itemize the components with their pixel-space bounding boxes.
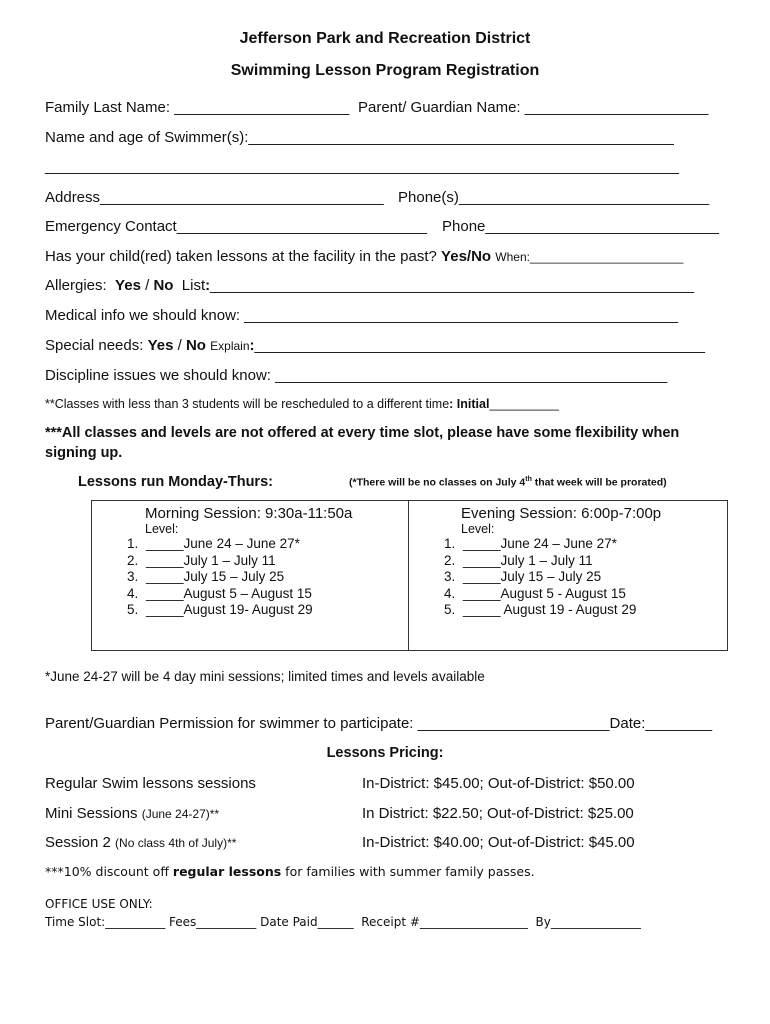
- evening-level-label: Level:: [461, 522, 495, 536]
- reschedule-initial-label: : Initial: [449, 397, 490, 411]
- morning-session-title: Morning Session: 9:30a-11:50a: [145, 505, 353, 522]
- form-title: Swimming Lesson Program Registration: [230, 62, 540, 79]
- discount-text-end: for families with summer family passes.: [281, 864, 535, 879]
- swimmers-field-continued[interactable]: ____________________________________________________________________________: [45, 158, 680, 175]
- pricing-session2-text: Session 2: [45, 834, 116, 851]
- special-needs-row: Special needs: Yes / No Explain:______________________________________________________: [45, 337, 705, 354]
- special-needs-label: Special needs:: [45, 337, 144, 354]
- prior-when-field[interactable]: When:_______________________: [495, 250, 684, 264]
- mini-session-note: *June 24-27 will be 4 day mini sessions; limited times and levels available: [45, 669, 485, 684]
- allergies-no-option[interactable]: No: [153, 277, 174, 294]
- reschedule-initial-field[interactable]: __________: [489, 397, 559, 411]
- emergency-contact-field[interactable]: Emergency Contact______________________________: [45, 218, 427, 235]
- organization-title: Jefferson Park and Recreation District: [239, 30, 531, 47]
- discipline-field[interactable]: Discipline issues we should know: _______________________________________________: [45, 367, 668, 384]
- discount-note: [45, 864, 535, 879]
- morning-option-1[interactable]: 1. _____June 24 – June 27*: [142, 536, 442, 553]
- allergies-list-field[interactable]: __________________________________________________________: [210, 277, 694, 294]
- reschedule-text: **Classes with less than 3 students will be rescheduled to a different time: [45, 397, 450, 411]
- evening-option-3[interactable]: 3. _____July 15 – July 25: [459, 569, 759, 586]
- pricing-label-regular: [45, 775, 256, 792]
- morning-option-2[interactable]: 2. _____July 1 – July 11: [142, 553, 442, 570]
- swimmers-field[interactable]: Name and age of Swimmer(s):___________________________________________________: [45, 129, 674, 146]
- evening-option-2[interactable]: 2. _____July 1 – July 11: [459, 553, 759, 570]
- pricing-value-session2: In-District: $40.00; Out-of-District: $45.00: [362, 834, 635, 851]
- morning-level-label: Level:: [145, 522, 179, 536]
- lessons-run-label: Lessons run Monday-Thurs:: [78, 474, 273, 490]
- permission-signature-field[interactable]: Parent/Guardian Permission for swimmer to participate: _______________________Date:________: [45, 715, 713, 732]
- address-field[interactable]: Address__________________________________: [45, 189, 384, 206]
- pricing-session2-note: (No class 4th of July)**: [115, 836, 237, 850]
- prior-no-option[interactable]: No: [471, 248, 492, 265]
- allergies-row: Allergies: Yes / No List:__________________________________________________________: [45, 277, 694, 294]
- special-colon: :: [249, 337, 255, 354]
- allergies-colon: :: [205, 277, 211, 294]
- prior-yes-option[interactable]: Yes: [441, 248, 467, 265]
- july4-text: (*There will be no classes on July 4: [349, 476, 526, 489]
- evening-option-4[interactable]: 4. _____August 5 - August 15: [459, 586, 759, 603]
- pricing-value-mini: In District: $22.50; Out-of-District: $25.00: [362, 805, 634, 822]
- special-explain-field[interactable]: ______________________________________________________: [254, 337, 705, 354]
- prior-lessons-question: [45, 248, 683, 265]
- session-table: [91, 500, 728, 651]
- pricing-label-session2: [45, 834, 236, 851]
- morning-option-4[interactable]: 4. _____August 5 – August 15: [142, 586, 442, 603]
- prior-lessons-label: Has your child(red) taken lessons at the facility in the past?: [45, 248, 437, 265]
- discount-text: ***10% discount off: [45, 864, 173, 879]
- evening-option-5[interactable]: 5. _____ August 19 - August 29: [459, 602, 759, 619]
- morning-session-list: [92, 536, 442, 619]
- phone-field[interactable]: Phone(s)______________________________: [398, 189, 710, 206]
- july4-text-end: that week will be prorated): [531, 476, 667, 489]
- family-last-name-field[interactable]: Family Last Name: _____________________: [45, 99, 350, 116]
- prior-separator: /: [466, 248, 472, 265]
- special-explain-label: Explain: [210, 339, 250, 353]
- morning-option-3[interactable]: 3. _____July 15 – July 25: [142, 569, 442, 586]
- special-no-option[interactable]: No: [185, 337, 206, 354]
- evening-option-1[interactable]: 1. _____June 24 – June 27*: [459, 536, 759, 553]
- pricing-mini-note: (June 24-27)**: [141, 807, 220, 821]
- guardian-name-field[interactable]: Parent/ Guardian Name: ______________________: [358, 99, 709, 116]
- pricing-mini-text: Mini Sessions: [45, 805, 142, 822]
- emergency-phone-field[interactable]: Phone____________________________: [442, 218, 719, 235]
- morning-option-5[interactable]: 5. _____August 19- August 29: [142, 602, 442, 619]
- evening-session-list: [409, 536, 759, 619]
- july4-superscript: th: [525, 476, 532, 483]
- pricing-value-regular: In-District: $45.00; Out-of-District: $50.00: [362, 775, 635, 792]
- pricing-label-mini: [45, 805, 219, 822]
- allergies-yes-option[interactable]: Yes: [115, 277, 141, 294]
- medical-info-field[interactable]: Medical info we should know: ____________________________________________________: [45, 307, 679, 324]
- allergies-list-label: List: [181, 277, 206, 294]
- discount-emphasis: regular lessons: [172, 864, 282, 879]
- july4-note: [349, 476, 667, 489]
- office-use-title: OFFICE USE ONLY:: [45, 897, 153, 911]
- office-use-fields[interactable]: Time Slot:__________ Fees__________ Date Paid______ Receipt #__________________ By_______________: [45, 915, 641, 929]
- pricing-regular-text: Regular Swim lessons sessions: [45, 775, 256, 792]
- pricing-title: Lessons Pricing:: [326, 745, 444, 761]
- evening-session-title: Evening Session: 6:00p-7:00p: [461, 505, 662, 522]
- flexibility-note: ***All classes and levels are not offered at every time slot, please have some flexibility when signing up.: [45, 425, 680, 461]
- special-yes-option[interactable]: Yes: [147, 337, 174, 354]
- allergies-label: Allergies:: [45, 277, 107, 294]
- reschedule-note: [45, 397, 559, 411]
